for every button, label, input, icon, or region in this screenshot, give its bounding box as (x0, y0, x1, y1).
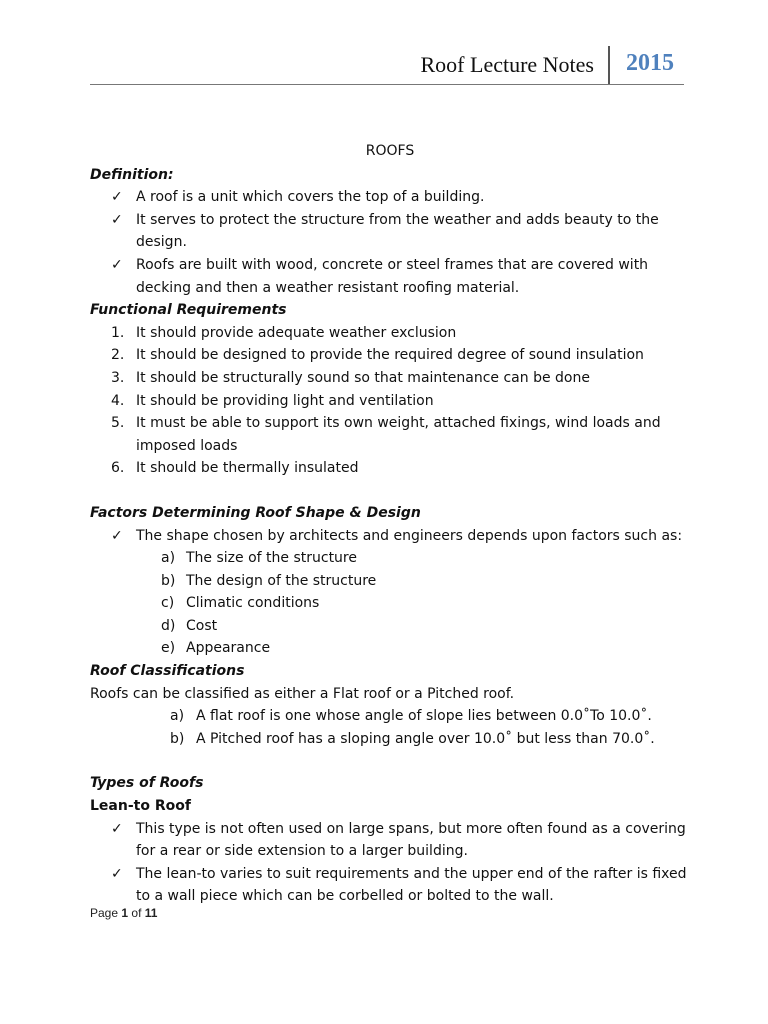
header-title: Roof Lecture Notes (420, 52, 594, 77)
header-separator (608, 46, 610, 84)
spacer (90, 480, 690, 502)
list-item: ✓ This type is not often used on large spans, but more often found as a covering for a rear or side extension to a larger building. (90, 818, 690, 863)
check-mark-icon: ✓ (111, 211, 123, 228)
spacer (90, 750, 690, 772)
list-item: a) The size of the structure (161, 550, 357, 567)
list-item: c) Climatic conditions (161, 595, 320, 612)
lean-to-roof-heading: Lean-to Roof (90, 798, 191, 815)
list-item: 1. It should provide adequate weather exclusion (111, 324, 457, 341)
page-header (90, 44, 684, 84)
list-item: ✓ A roof is a unit which covers the top of a building. (90, 186, 690, 209)
list-item: d) Cost (161, 617, 218, 634)
document-title: ROOFS (365, 143, 415, 159)
roof-classifications-heading: Roof Classifications (90, 663, 245, 680)
list-item: a) A flat roof is one whose angle of slope lies between 0.0˚To 10.0˚. (170, 708, 652, 725)
list-item: ✓ It serves to protect the structure from the weather and adds beauty to the design. (90, 209, 690, 254)
check-mark-icon: ✓ (111, 820, 123, 837)
list-item: 4. It should be providing light and ventilation (111, 392, 434, 409)
footer-page-total: 11 (144, 906, 158, 920)
list-item: b) The design of the structure (161, 572, 377, 589)
footer-page-number: 1 (121, 906, 129, 920)
list-item: 2. It should be designed to provide the required degree of sound insulation (111, 347, 644, 364)
definition-heading: Definition: (90, 166, 174, 183)
list-item: 3. It should be structurally sound so that maintenance can be done (111, 369, 590, 386)
footer-of: of (131, 906, 142, 920)
types-of-roofs-heading: Types of Roofs (90, 775, 204, 792)
document-body (90, 140, 690, 908)
page-footer (90, 906, 157, 920)
footer-prefix: Page (90, 906, 119, 920)
list-item: b) A Pitched roof has a sloping angle over 10.0˚ but less than 70.0˚. (170, 730, 655, 747)
list-item: e) Appearance (161, 640, 271, 657)
list-item: ✓ The lean-to varies to suit requirements and the upper end of the rafter is fixed to a wall piece which can be corbelled or bolted to the wall. (90, 863, 690, 908)
list-item: ✓ Roofs are built with wood, concrete or steel frames that are covered with decking and then a weather resistant roofing material. (90, 254, 690, 299)
list-item: 6. It should be thermally insulated (111, 460, 359, 477)
list-item: 5. It must be able to support its own weight, attached fixings, wind loads and imposed loads (111, 415, 661, 454)
header-rule (90, 84, 684, 85)
check-mark-icon: ✓ (111, 256, 123, 273)
check-mark-icon: ✓ (111, 865, 123, 882)
header-year: 2015 (626, 50, 674, 76)
classifications-intro: Roofs can be classified as either a Flat roof or a Pitched roof. (90, 685, 515, 702)
check-mark-icon: ✓ (111, 527, 123, 544)
list-item: ✓ The shape chosen by architects and engineers depends upon factors such as: (90, 525, 690, 548)
check-mark-icon: ✓ (111, 189, 123, 206)
factors-heading: Factors Determining Roof Shape & Design (90, 504, 421, 521)
functional-requirements-heading: Functional Requirements (90, 302, 287, 319)
